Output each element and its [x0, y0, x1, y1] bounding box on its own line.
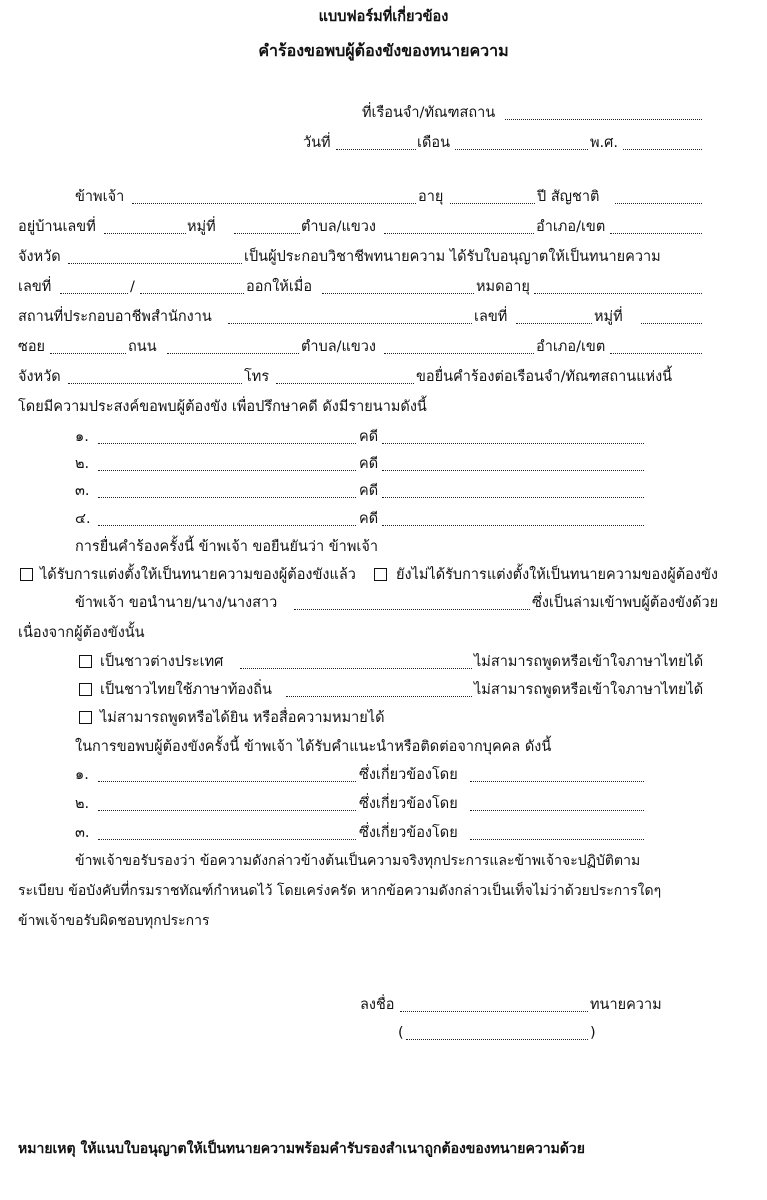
- license-year-field[interactable]: [140, 293, 244, 294]
- relation-label: ซึ่งเกี่ยวข้องโดย: [359, 796, 458, 812]
- office-moo-label: หมู่ที่: [594, 309, 623, 325]
- moo-field[interactable]: [234, 233, 300, 234]
- soi-label: ซอย: [18, 339, 46, 355]
- expiry-label: หมดอายุ: [476, 279, 530, 295]
- dialect-checkbox[interactable]: [79, 683, 92, 696]
- inmate-number: ๒.: [75, 456, 90, 472]
- relation-field[interactable]: [470, 839, 644, 840]
- interpreter-intro: ข้าพเจ้า ขอนำนาย/นาง/นางสาว: [75, 595, 278, 611]
- nationality-field[interactable]: [615, 203, 702, 204]
- subdistrict-field[interactable]: [384, 233, 534, 234]
- deaf-checkbox[interactable]: [79, 711, 92, 724]
- relation-field[interactable]: [470, 810, 644, 811]
- office-no-label: เลขที่: [474, 309, 508, 325]
- case-field[interactable]: [382, 443, 644, 444]
- printed-name-field[interactable]: [406, 1039, 588, 1040]
- confirm-intro: การยื่นคำร้องครั้งนี้ ข้าพเจ้า ขอยืนยันว่า ข้าพเจ้า: [75, 539, 378, 555]
- year-label: พ.ศ.: [590, 135, 618, 151]
- not-appointed-checkbox[interactable]: [374, 568, 387, 581]
- case-label: คดี: [359, 429, 379, 445]
- certification-line-3: ข้าพเจ้าขอรับผิดชอบทุกประการ: [18, 913, 210, 929]
- advice-person-field[interactable]: [98, 781, 356, 782]
- license-no-field[interactable]: [60, 293, 128, 294]
- date-field[interactable]: [336, 149, 416, 150]
- case-label: คดี: [359, 511, 379, 527]
- advice-person-field[interactable]: [98, 810, 356, 811]
- cannot-thai-label: ไม่สามารถพูดหรือเข้าใจภาษาไทยได้: [474, 654, 704, 670]
- interpreter-reason-intro: เนื่องจากผู้ต้องขังนั้น: [18, 625, 145, 641]
- expiry-field[interactable]: [534, 293, 702, 294]
- nationality-label: ปี สัญชาติ: [537, 189, 600, 205]
- relation-label: ซึ่งเกี่ยวข้องโดย: [359, 767, 458, 783]
- case-field[interactable]: [382, 525, 644, 526]
- lawyer-role-label: ทนายความ: [590, 997, 662, 1013]
- deaf-label: ไม่สามารถพูดหรือได้ยิน หรือสื่อความหมายได้: [100, 710, 385, 726]
- office-subdistrict-field[interactable]: [384, 353, 534, 354]
- case-field[interactable]: [382, 470, 644, 471]
- appointed-checkbox[interactable]: [20, 568, 33, 581]
- advice-number: ๑.: [75, 767, 89, 783]
- age-field[interactable]: [450, 203, 535, 204]
- age-label: อายุ: [418, 189, 444, 205]
- year-field[interactable]: [623, 149, 702, 150]
- soi-field[interactable]: [50, 353, 126, 354]
- case-label: คดี: [359, 483, 379, 499]
- advice-person-field[interactable]: [98, 839, 356, 840]
- office-province-label: จังหวัด: [18, 369, 61, 385]
- close-paren: ): [590, 1025, 596, 1041]
- phone-label: โทร: [244, 369, 270, 385]
- case-field[interactable]: [382, 497, 644, 498]
- road-label: ถนน: [128, 339, 157, 355]
- house-no-field[interactable]: [104, 233, 186, 234]
- name-field[interactable]: [132, 203, 416, 204]
- province-field[interactable]: [68, 263, 242, 264]
- moo-label: หมู่ที่: [187, 219, 216, 235]
- relation-label: ซึ่งเกี่ยวข้องโดย: [359, 825, 458, 841]
- road-field[interactable]: [167, 353, 299, 354]
- office-district-field[interactable]: [610, 353, 702, 354]
- office-district-label: อำเภอ/เขต: [536, 339, 606, 355]
- month-label: เดือน: [417, 135, 450, 151]
- inmate-name-field[interactable]: [98, 497, 356, 498]
- certification-line-2: ระเบียบ ข้อบังคับที่กรมราชทัณฑ์กำหนดไว้ โดยเคร่งครัด หากข้อความดังกล่าวเป็นเท็จไม่ว่าด้วยประการใดๆ: [18, 883, 662, 899]
- certification-line-1: ข้าพเจ้าขอรับรองว่า ข้อความดังกล่าวข้างต้นเป็นความจริงทุกประการและข้าพเจ้าจะปฏิบัติตาม: [75, 853, 641, 869]
- profession-text: เป็นผู้ประกอบวิชาชีพทนายความ ได้รับใบอนุญาตให้เป็นทนายความ: [244, 249, 661, 265]
- interpreter-role: ซึ่งเป็นล่ามเข้าพบผู้ต้องขังด้วย: [532, 595, 719, 611]
- case-label: คดี: [359, 456, 379, 472]
- not-appointed-label: ยังไม่ได้รับการแต่งตั้งให้เป็นทนายความของผู้ต้องขัง: [396, 567, 718, 583]
- sign-label: ลงชื่อ: [360, 997, 395, 1013]
- prison-label: ที่เรือนจำ/ทัณฑสถาน: [362, 105, 496, 121]
- issued-label: ออกให้เมื่อ: [246, 279, 313, 295]
- relation-field[interactable]: [470, 781, 644, 782]
- district-field[interactable]: [610, 233, 702, 234]
- subdistrict-label: ตำบล/แขวง: [301, 219, 377, 235]
- signature-field[interactable]: [400, 1011, 588, 1012]
- inmate-number: ๓.: [75, 483, 90, 499]
- foreigner-checkbox[interactable]: [79, 655, 92, 668]
- submit-text: ขอยื่นคำร้องต่อเรือนจำ/ทัณฑสถานแห่งนี้: [416, 369, 673, 385]
- form-type-heading: แบบฟอร์มที่เกี่ยวข้อง: [318, 9, 449, 25]
- dialect-field[interactable]: [286, 696, 472, 697]
- inmate-number: ๔.: [75, 511, 91, 527]
- license-slash: /: [130, 279, 135, 295]
- foreigner-field[interactable]: [240, 668, 472, 669]
- prison-field[interactable]: [505, 119, 702, 120]
- me-label: ข้าพเจ้า: [75, 189, 125, 205]
- inmate-number: ๑.: [75, 429, 89, 445]
- footnote: หมายเหตุ ให้แนบใบอนุญาตให้เป็นทนายความพร้อมคำรับรองสำเนาถูกต้องของทนายความด้วย: [18, 1141, 585, 1157]
- office-no-field[interactable]: [516, 323, 592, 324]
- interpreter-name-field[interactable]: [294, 609, 530, 610]
- phone-field[interactable]: [276, 383, 414, 384]
- form-title: คำร้องขอพบผู้ต้องขังของทนายความ: [258, 41, 509, 60]
- inmate-name-field[interactable]: [98, 443, 356, 444]
- advice-number: ๓.: [75, 825, 90, 841]
- office-moo-field[interactable]: [641, 323, 702, 324]
- purpose-text: โดยมีความประสงค์ขอพบผู้ต้องขัง เพื่อปรึกษาคดี ดังมีรายนามดังนี้: [18, 399, 427, 415]
- inmate-name-field[interactable]: [98, 470, 356, 471]
- date-label: วันที่: [303, 135, 331, 151]
- office-province-field[interactable]: [68, 383, 242, 384]
- dialect-label: เป็นชาวไทยใช้ภาษาท้องถิ่น: [100, 682, 272, 698]
- cannot-thai-label: ไม่สามารถพูดหรือเข้าใจภาษาไทยได้: [474, 682, 704, 698]
- issued-field[interactable]: [322, 293, 474, 294]
- advice-number: ๒.: [75, 796, 90, 812]
- advice-intro: ในการขอพบผู้ต้องขังครั้งนี้ ข้าพเจ้า ได้รับคำแนะนำหรือติดต่อจากบุคคล ดังนี้: [75, 739, 552, 755]
- foreigner-label: เป็นชาวต่างประเทศ: [100, 654, 224, 670]
- house-no-label: อยู่บ้านเลขที่: [18, 219, 96, 235]
- inmate-name-field[interactable]: [98, 525, 356, 526]
- office-subdistrict-label: ตำบล/แขวง: [301, 339, 377, 355]
- appointed-label: ได้รับการแต่งตั้งให้เป็นทนายความของผู้ต้องขังแล้ว: [40, 567, 356, 583]
- office-label: สถานที่ประกอบอาชีพสำนักงาน: [18, 309, 212, 325]
- month-field[interactable]: [455, 149, 588, 150]
- office-field[interactable]: [228, 323, 472, 324]
- province-label: จังหวัด: [18, 249, 61, 265]
- open-paren: (: [398, 1025, 404, 1041]
- license-no-label: เลขที่: [18, 279, 52, 295]
- district-label: อำเภอ/เขต: [536, 219, 606, 235]
